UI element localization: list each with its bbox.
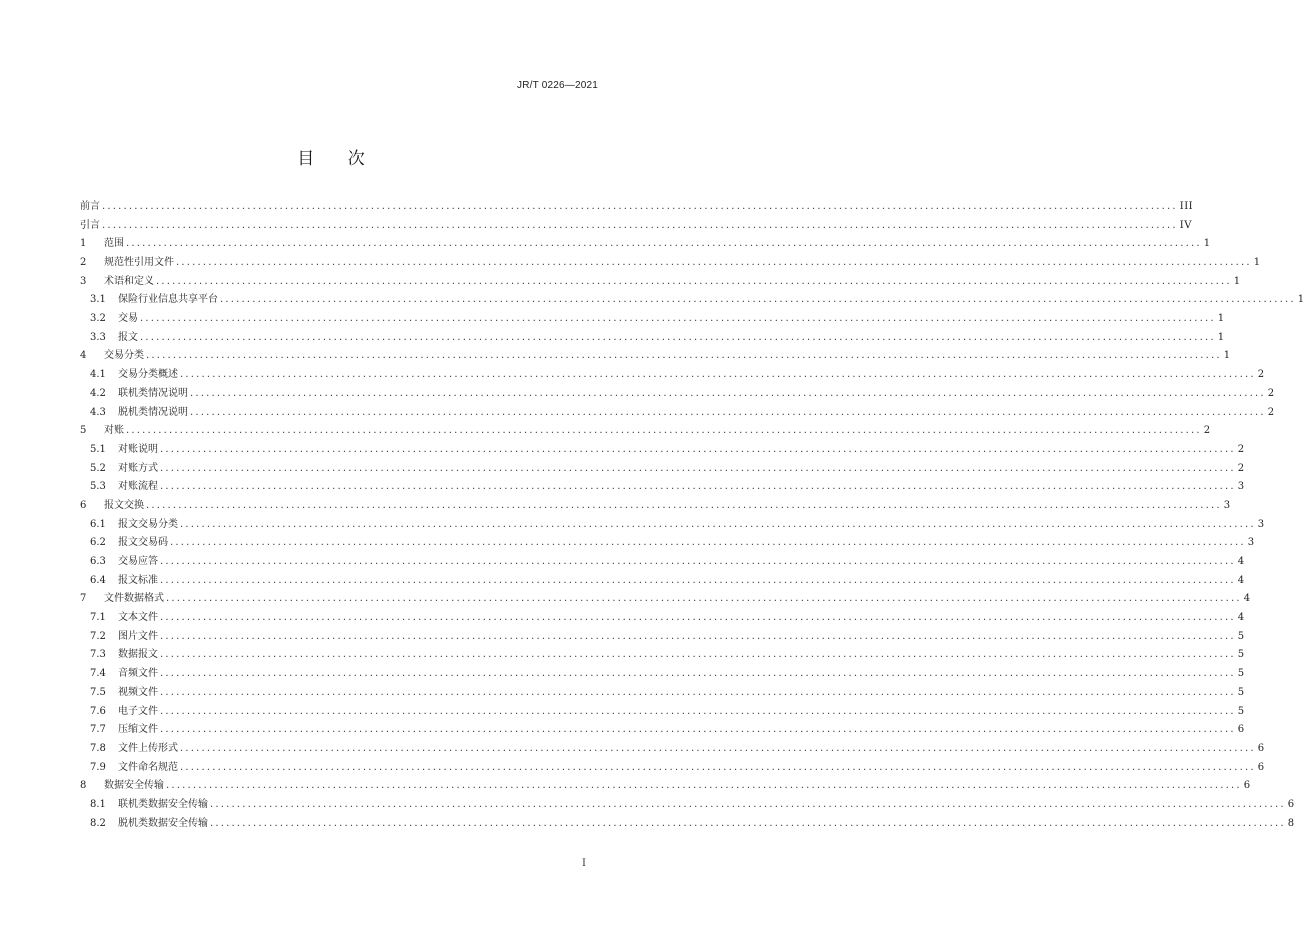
toc-leader-dots: ........................................................................................................................................................................................................ [180, 518, 1256, 530]
toc-entry[interactable] [80, 647, 1245, 666]
toc-entry-label: 报文交换 [104, 499, 144, 511]
toc-leader-dots: ........................................................................................................................................................................................................ [160, 612, 1236, 624]
toc-entry-number: 5.2 [90, 462, 106, 474]
toc-entry-page: 2 [1267, 406, 1275, 418]
toc-leader-dots: ........................................................................................................................................................................................................ [126, 425, 1202, 437]
toc-entry-page: 4 [1237, 612, 1245, 624]
toc-entry-page: 4 [1243, 593, 1251, 605]
toc-entry-label: 文件命名规范 [118, 761, 178, 773]
toc-entry-page: 1 [1253, 257, 1261, 269]
toc-entry-page: 4 [1237, 556, 1245, 568]
document-code: JR/T 0226—2021 [517, 80, 598, 91]
toc-leader-dots: ........................................................................................................................................................................................................ [220, 294, 1296, 306]
toc-entry-page: 2 [1237, 462, 1245, 474]
toc-entry-number: 6.2 [90, 537, 106, 549]
toc-entry-label: 对账方式 [118, 462, 158, 474]
toc-entry-page: 5 [1237, 630, 1245, 642]
toc-leader-dots: ........................................................................................................................................................................................................ [146, 350, 1222, 362]
toc-entry[interactable] [80, 815, 1295, 834]
toc-entry-label: 交易分类 [104, 350, 144, 362]
toc-entry-number: 4.1 [90, 369, 106, 381]
toc-entry-page: 1 [1217, 313, 1225, 325]
toc-entry-number: 5.3 [90, 481, 106, 493]
toc-entry-label: 报文 [118, 331, 138, 343]
toc-entry[interactable] [80, 329, 1225, 348]
toc-entry[interactable] [80, 497, 1231, 516]
toc-entry-label: 术语和定义 [104, 275, 154, 287]
toc-entry-number: 1 [80, 238, 87, 250]
toc-leader-dots: ........................................................................................................................................................................................................ [160, 668, 1236, 680]
toc-entry-label: 数据安全传输 [104, 780, 164, 792]
toc-entry[interactable] [80, 478, 1245, 497]
toc-entry-page: 1 [1203, 238, 1211, 250]
toc-entry-page: III [1179, 200, 1194, 212]
toc-entry-label: 图片文件 [118, 630, 158, 642]
toc-entry-label: 交易 [118, 313, 138, 325]
toc-entry-number: 5.1 [90, 443, 106, 455]
toc-entry-page: 3 [1237, 481, 1245, 493]
toc-entry-page: 6 [1243, 780, 1251, 792]
toc-entry-page: 3 [1223, 499, 1231, 511]
toc-entry[interactable] [80, 291, 1305, 310]
toc-entry-number: 7.4 [90, 668, 106, 680]
toc-leader-dots: ........................................................................................................................................................................................................ [160, 462, 1236, 474]
toc-entry-label: 音频文件 [118, 668, 158, 680]
toc-entry-number: 8 [80, 780, 87, 792]
toc-entry[interactable] [80, 198, 1194, 217]
toc-entry-label: 文本文件 [118, 612, 158, 624]
toc-entry-page: 2 [1203, 425, 1211, 437]
toc-entry-page: 2 [1257, 369, 1265, 381]
toc-entry-label: 引言 [80, 219, 100, 231]
toc-entry-label: 数据报文 [118, 649, 158, 661]
toc-entry-page: 2 [1267, 387, 1275, 399]
toc-entry[interactable] [80, 609, 1245, 628]
toc-leader-dots: ........................................................................................................................................................................................................ [140, 331, 1216, 343]
toc-entry-label: 交易分类概述 [118, 369, 178, 381]
toc-entry[interactable] [80, 366, 1265, 385]
toc-leader-dots: ........................................................................................................................................................................................................ [176, 257, 1252, 269]
toc-entry-page: 4 [1237, 574, 1245, 586]
toc-entry-page: 5 [1237, 668, 1245, 680]
toc-leader-dots: ........................................................................................................................................................................................................ [210, 798, 1286, 810]
toc-leader-dots: ........................................................................................................................................................................................................ [210, 817, 1286, 829]
toc-entry-label: 电子文件 [118, 705, 158, 717]
toc-entry-label: 联机类情况说明 [118, 387, 188, 399]
toc-entry-page: 6 [1257, 761, 1265, 773]
toc-leader-dots: ........................................................................................................................................................................................................ [170, 537, 1246, 549]
toc-leader-dots: ........................................................................................................................................................................................................ [160, 630, 1236, 642]
toc-entry[interactable] [80, 404, 1275, 423]
toc-entry-label: 对账流程 [118, 481, 158, 493]
toc-entry-number: 7.2 [90, 630, 106, 642]
toc-entry-label: 对账 [104, 425, 124, 437]
toc-entry-number: 7.3 [90, 649, 106, 661]
toc-entry[interactable] [80, 273, 1241, 292]
toc-entry[interactable] [80, 572, 1245, 591]
toc-leader-dots: ........................................................................................................................................................................................................ [166, 780, 1242, 792]
toc-entry[interactable] [80, 628, 1245, 647]
toc-entry-number: 7.8 [90, 742, 106, 754]
toc-entry-label: 报文标准 [118, 574, 158, 586]
toc-entry[interactable] [80, 777, 1251, 796]
toc-leader-dots: ........................................................................................................................................................................................................ [160, 705, 1236, 717]
toc-leader-dots: ........................................................................................................................................................................................................ [146, 499, 1222, 511]
toc-leader-dots: ........................................................................................................................................................................................................ [180, 369, 1256, 381]
toc-entry-page: 5 [1237, 686, 1245, 698]
toc-leader-dots: ........................................................................................................................................................................................................ [160, 686, 1236, 698]
toc-entry[interactable] [80, 703, 1245, 722]
toc-leader-dots: ........................................................................................................................................................................................................ [156, 275, 1232, 287]
toc-entry[interactable] [80, 534, 1255, 553]
toc-entry[interactable] [80, 460, 1245, 479]
toc-entry-label: 规范性引用文件 [104, 257, 174, 269]
toc-entry-label: 范围 [104, 238, 124, 250]
toc-entry-number: 3.1 [90, 294, 106, 306]
toc-entry-page: 1 [1217, 331, 1225, 343]
toc-entry-page: 5 [1237, 705, 1245, 717]
toc-leader-dots: ........................................................................................................................................................................................................ [140, 313, 1216, 325]
toc-entry[interactable] [80, 254, 1261, 273]
toc-entry-page: 3 [1247, 537, 1255, 549]
toc-leader-dots: ........................................................................................................................................................................................................ [160, 481, 1236, 493]
toc-entry-number: 8.2 [90, 817, 106, 829]
toc-entry[interactable] [80, 796, 1295, 815]
toc-entry-number: 7.9 [90, 761, 106, 773]
toc-entry-number: 3.2 [90, 313, 106, 325]
toc-entry-number: 4 [80, 350, 87, 362]
toc-entry-label: 视频文件 [118, 686, 158, 698]
toc-entry-number: 3.3 [90, 331, 106, 343]
toc-leader-dots: ........................................................................................................................................................................................................ [102, 200, 1178, 212]
toc-entry-page: 1 [1233, 275, 1241, 287]
toc-leader-dots: ........................................................................................................................................................................................................ [160, 649, 1236, 661]
toc-entry[interactable] [80, 348, 1231, 367]
toc-entry-page: 8 [1287, 817, 1295, 829]
toc-entry[interactable] [80, 217, 1192, 236]
toc-entry[interactable] [80, 385, 1275, 404]
toc-entry-label: 保险行业信息共享平台 [118, 294, 218, 306]
toc-entry-label: 报文交易码 [118, 537, 168, 549]
toc-entry-page: 6 [1237, 724, 1245, 736]
toc-entry-label: 交易应答 [118, 556, 158, 568]
toc-entry[interactable] [80, 422, 1211, 441]
toc-entry-number: 8.1 [90, 798, 106, 810]
toc-leader-dots: ........................................................................................................................................................................................................ [126, 238, 1202, 250]
toc-entry-page: IV [1179, 219, 1192, 231]
toc-entry[interactable] [80, 590, 1251, 609]
toc-entry-page: 2 [1237, 443, 1245, 455]
toc-entry-page: 5 [1237, 649, 1245, 661]
toc-entry-number: 2 [80, 257, 87, 269]
toc-entry-number: 7.1 [90, 612, 106, 624]
toc-entry-number: 6 [80, 499, 87, 511]
toc-entry[interactable] [80, 441, 1245, 460]
toc-leader-dots: ........................................................................................................................................................................................................ [180, 742, 1256, 754]
toc-leader-dots: ........................................................................................................................................................................................................ [190, 406, 1266, 418]
toc-entry-page: 6 [1257, 742, 1265, 754]
toc-entry-number: 3 [80, 275, 87, 287]
toc-leader-dots: ........................................................................................................................................................................................................ [102, 219, 1178, 231]
toc-entry-label: 联机类数据安全传输 [118, 798, 208, 810]
toc-leader-dots: ........................................................................................................................................................................................................ [160, 574, 1236, 586]
toc-entry[interactable] [80, 759, 1265, 778]
toc-entry-page: 1 [1297, 294, 1305, 306]
toc-leader-dots: ........................................................................................................................................................................................................ [160, 724, 1236, 736]
toc-entry-number: 4.3 [90, 406, 106, 418]
toc-leader-dots: ........................................................................................................................................................................................................ [190, 387, 1266, 399]
page-title: 目 次 [297, 149, 379, 169]
toc-entry-label: 压缩文件 [118, 724, 158, 736]
toc-entry-number: 7.7 [90, 724, 106, 736]
toc-leader-dots: ........................................................................................................................................................................................................ [180, 761, 1256, 773]
toc-entry[interactable] [80, 235, 1211, 254]
toc-entry-number: 6.3 [90, 556, 106, 568]
toc-entry-label: 脱机类情况说明 [118, 406, 188, 418]
toc-entry-label: 文件上传形式 [118, 742, 178, 754]
toc-entry-label: 对账说明 [118, 443, 158, 455]
toc-entry[interactable] [80, 684, 1245, 703]
toc-entry-label: 报文交易分类 [118, 518, 178, 530]
toc-entry-page: 3 [1257, 518, 1265, 530]
toc-entry-page: 1 [1223, 350, 1231, 362]
toc-entry-number: 7.6 [90, 705, 106, 717]
toc-leader-dots: ........................................................................................................................................................................................................ [160, 556, 1236, 568]
table-of-contents [80, 198, 1305, 833]
toc-entry[interactable] [80, 516, 1265, 535]
toc-entry-number: 6.4 [90, 574, 106, 586]
toc-entry-number: 7 [80, 593, 87, 605]
toc-entry-number: 5 [80, 425, 87, 437]
page-number: I [582, 858, 586, 869]
toc-leader-dots: ........................................................................................................................................................................................................ [166, 593, 1242, 605]
toc-entry[interactable] [80, 310, 1225, 329]
toc-entry-label: 文件数据格式 [104, 593, 164, 605]
toc-entry-number: 6.1 [90, 518, 106, 530]
toc-entry[interactable] [80, 553, 1245, 572]
toc-entry-number: 4.2 [90, 387, 106, 399]
toc-entry-number: 7.5 [90, 686, 106, 698]
toc-leader-dots: ........................................................................................................................................................................................................ [160, 443, 1236, 455]
toc-entry-page: 6 [1287, 798, 1295, 810]
toc-entry-label: 脱机类数据安全传输 [118, 817, 208, 829]
toc-entry[interactable] [80, 740, 1265, 759]
toc-entry[interactable] [80, 721, 1245, 740]
toc-entry[interactable] [80, 665, 1245, 684]
toc-entry-label: 前言 [80, 200, 100, 212]
